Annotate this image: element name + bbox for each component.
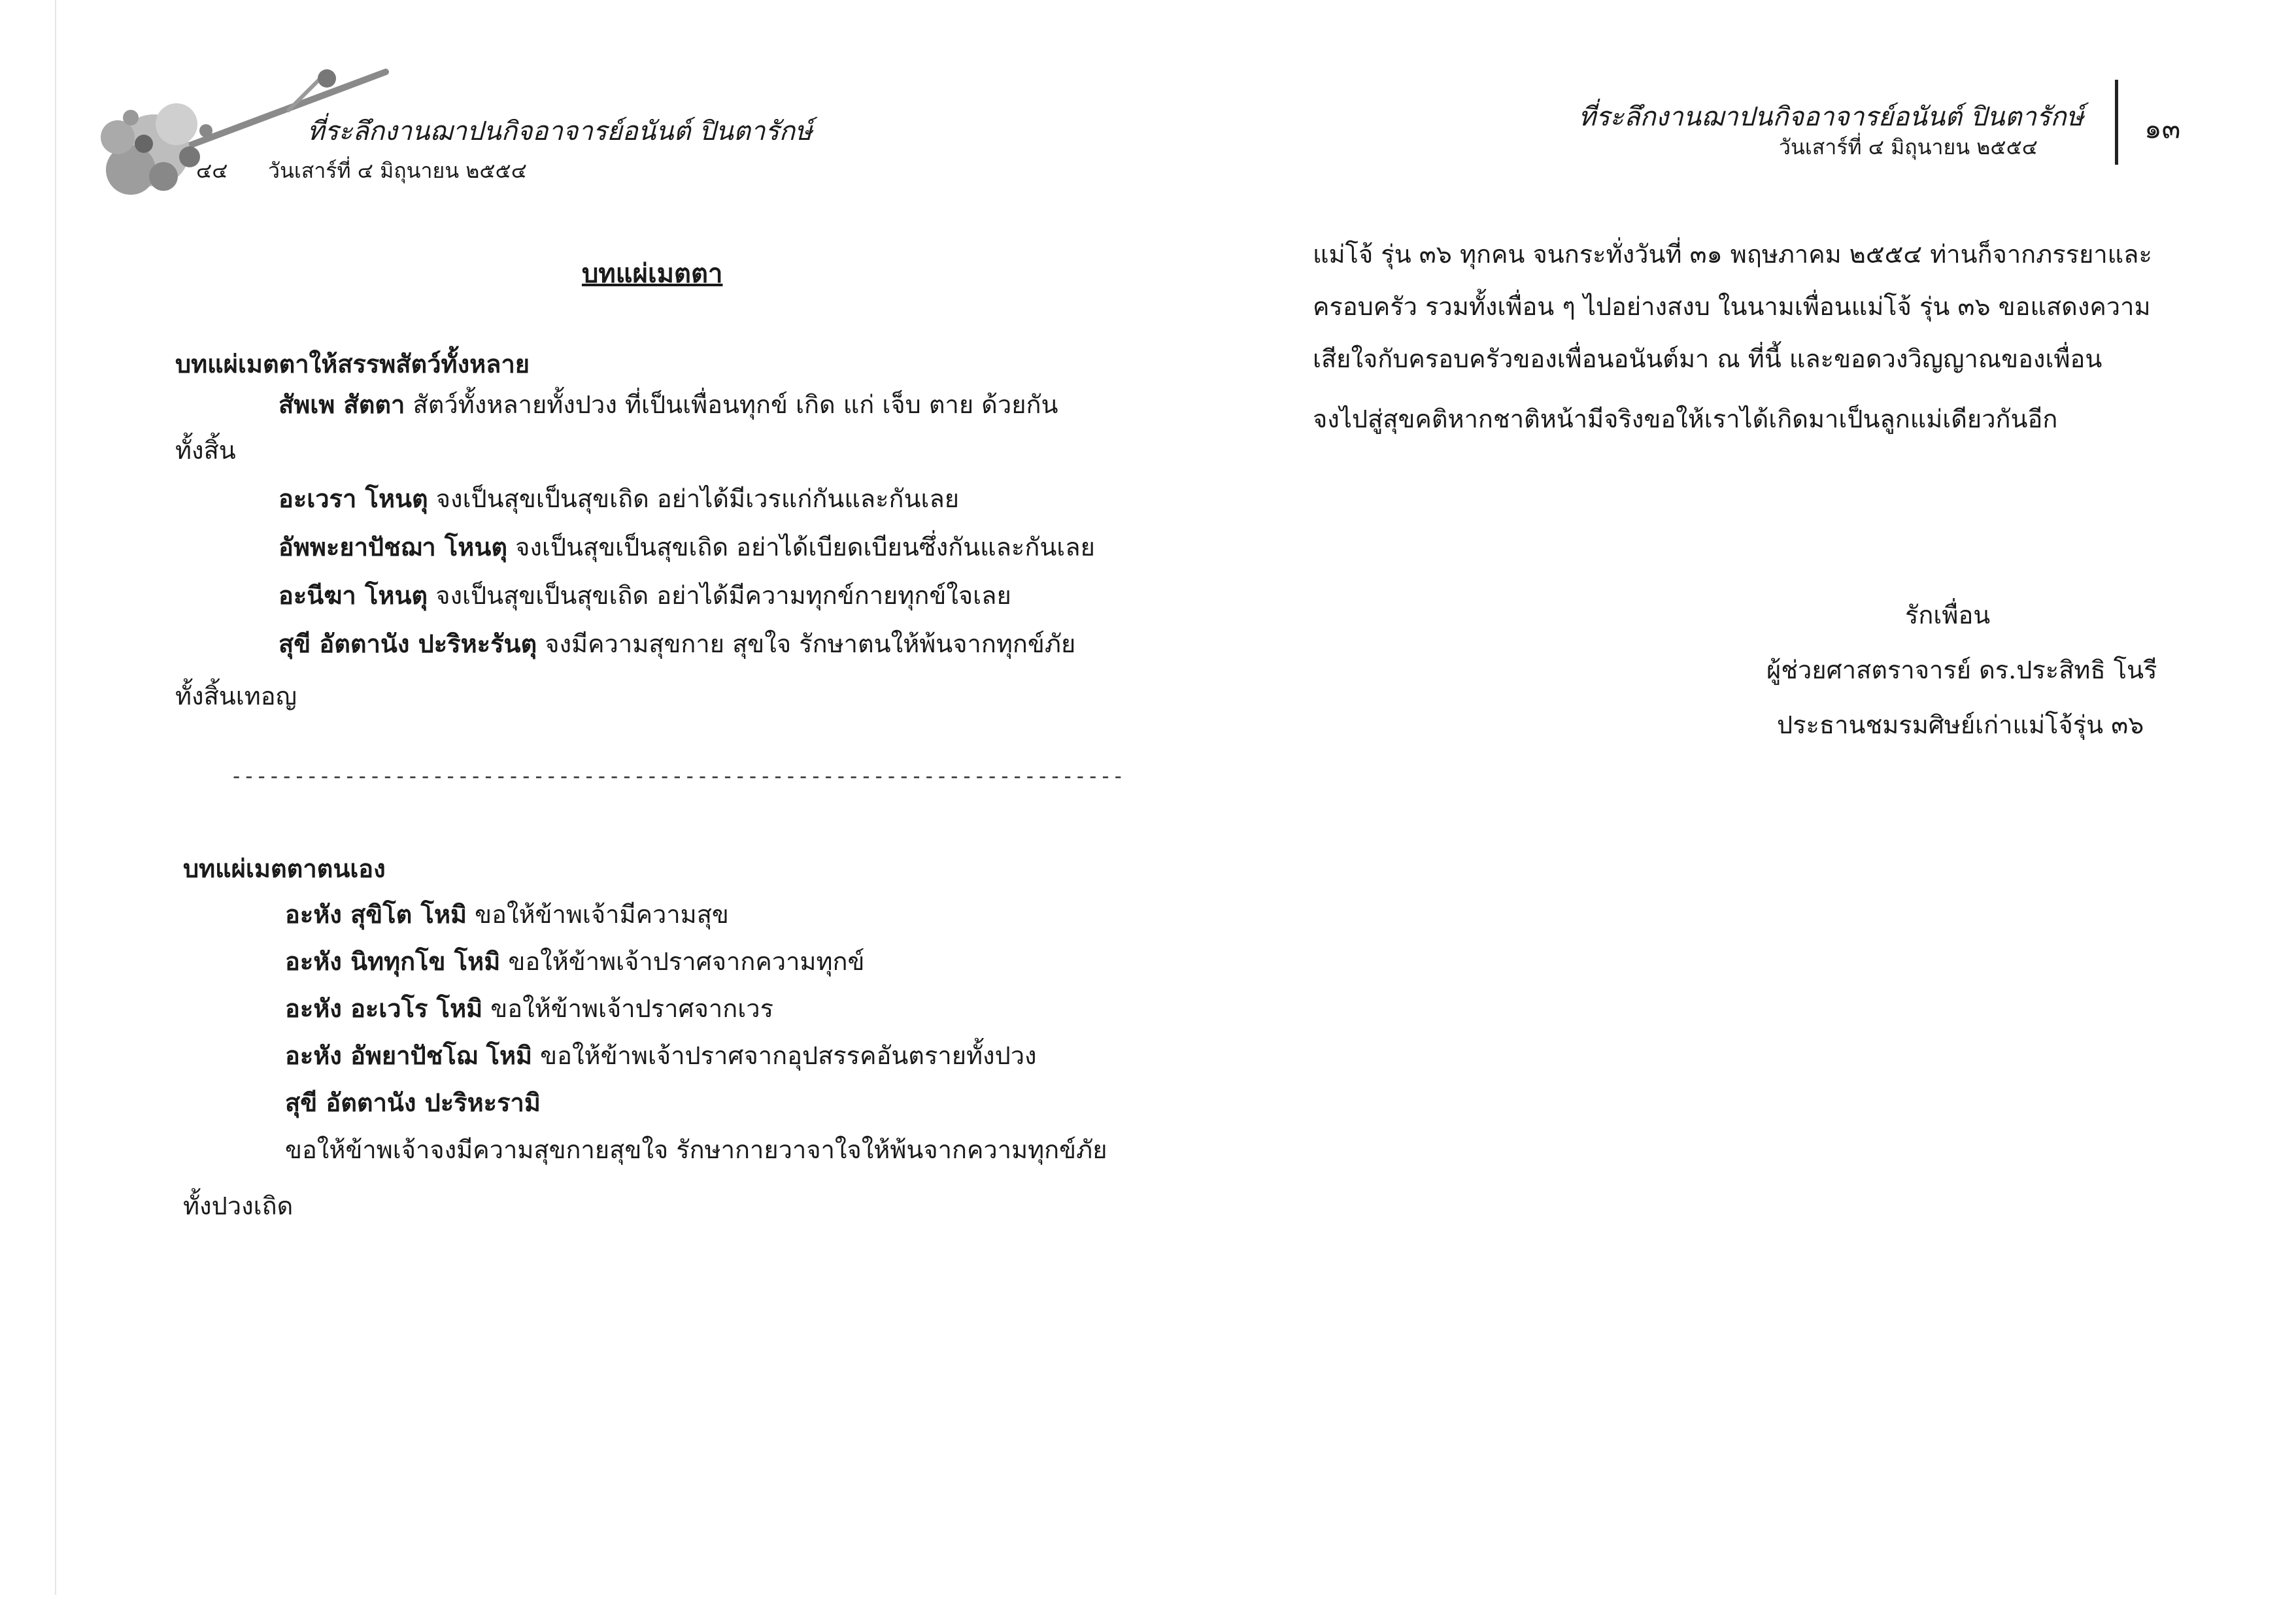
paragraph-line-4: จงไปสู่สุขคติหากชาติหน้ามีจริงขอให้เราได้เกิดมาเป็นลูกแม่เดียวกันอีก bbox=[1313, 405, 2058, 433]
thai-meaning: จงเป็นสุขเป็นสุขเถิด อย่าได้เบียดเบียนซึ่งกันและกันเลย bbox=[515, 533, 1095, 561]
thai-meaning: ขอให้ข้าพเจ้าปราศจากอุปสรรคอันตรายทั้งปวง bbox=[540, 1041, 1037, 1070]
pali-phrase: อะหัง สุขิโต โหมิ bbox=[285, 899, 467, 929]
section2-line-1 bbox=[285, 899, 729, 929]
left-header-title: ที่ระลึกงานฌาปนกิจอาจารย์อนันต์ ปินตารักษ์ bbox=[307, 116, 813, 146]
pali-phrase: สัพเพ สัตตา bbox=[279, 390, 405, 419]
thai-meaning: ขอให้ข้าพเจ้าปราศจากเวร bbox=[490, 994, 773, 1023]
scan-edge-line bbox=[55, 0, 56, 1595]
right-header-date: วันเสาร์ที่ ๔ มิถุนายน ๒๕๕๔ bbox=[1779, 135, 2038, 159]
thai-meaning: สัตว์ทั้งหลายทั้งปวง ที่เป็นเพื่อนทุกข์ เกิด แก่ เจ็บ ตาย ด้วยกัน bbox=[413, 390, 1058, 419]
pali-phrase: อะหัง อัพยาปัชโฌ โหมิ bbox=[285, 1041, 533, 1070]
page-heading: บทแผ่เมตตา bbox=[582, 258, 723, 289]
pali-phrase: อะนีฆา โหนตุ bbox=[279, 580, 428, 610]
section2-line-5 bbox=[285, 1090, 541, 1115]
thai-meaning: ทั้งสิ้นเทอญ bbox=[175, 682, 297, 710]
section1-title: บทแผ่เมตตาให้สรรพสัตว์ทั้งหลาย bbox=[175, 349, 530, 378]
thai-meaning: จงมีความสุขกาย สุขใจ รักษาตนให้พ้นจากทุกข์ภัย bbox=[545, 629, 1076, 658]
section2-line-4 bbox=[285, 1043, 1037, 1068]
thai-meaning: ทั้งสิ้น bbox=[175, 436, 236, 465]
thai-meaning: ขอให้ข้าพเจ้ามีความสุข bbox=[475, 900, 729, 929]
thai-meaning: จงเป็นสุขเป็นสุขเถิด อย่าได้มีเวรแก่กันและกันเลย bbox=[435, 484, 960, 513]
section2-line-3 bbox=[285, 996, 773, 1021]
signature-position: ประธานชมรมศิษย์เก่าแม่โจ้รุ่น ๓๖ bbox=[1777, 710, 2144, 739]
section1-line-4 bbox=[279, 532, 1095, 561]
paragraph-line-1: แม่โจ้ รุ่น ๓๖ ทุกคน จนกระทั่งวันที่ ๓๑ พฤษภาคม ๒๕๕๔ ท่านก็จากภรรยาและ bbox=[1313, 240, 2152, 269]
thai-meaning: ขอให้ข้าพเจ้าจงมีความสุขกายสุขใจ รักษากายวาจาใจให้พ้นจากความทุกข์ภัย bbox=[285, 1135, 1107, 1164]
pali-phrase: สุขี อัตตานัง ปะริหะรามิ bbox=[285, 1088, 541, 1117]
section1-line-1 bbox=[279, 392, 1058, 417]
section1-line-3 bbox=[279, 486, 959, 511]
section2-line-7 bbox=[183, 1194, 293, 1218]
header-divider bbox=[2115, 80, 2118, 165]
section2-line-6 bbox=[285, 1137, 1107, 1162]
left-page-number: ๔๔ bbox=[196, 158, 228, 183]
section1-line-2 bbox=[175, 438, 236, 463]
pali-phrase: สุขี อัตตานัง ปะริหะรันตุ bbox=[279, 629, 537, 658]
right-page-number: ๑๓ bbox=[2144, 112, 2181, 144]
section1-line-7 bbox=[175, 684, 297, 709]
thai-meaning: จงเป็นสุขเป็นสุขเถิด อย่าได้มีความทุกข์กายทุกข์ใจเลย bbox=[435, 581, 1011, 610]
thai-meaning: ทั้งปวงเถิด bbox=[183, 1192, 294, 1220]
left-header-date: วันเสาร์ที่ ๔ มิถุนายน ๒๕๕๔ bbox=[268, 158, 527, 183]
section-divider: ----------------------------------------------------------------------- bbox=[230, 763, 1124, 788]
pali-phrase: อะหัง อะเวโร โหมิ bbox=[285, 994, 483, 1023]
section1-line-6 bbox=[279, 631, 1075, 656]
signature-closing: รักเพื่อน bbox=[1905, 601, 1991, 629]
right-header-title: ที่ระลึกงานฌาปนกิจอาจารย์อนันต์ ปินตารักษ์ bbox=[1578, 102, 2084, 132]
section2-line-2 bbox=[285, 946, 865, 976]
section2-title: บทแผ่เมตตาตนเอง bbox=[183, 854, 386, 883]
pali-phrase: อัพพะยาปัชฌา โหนตุ bbox=[279, 532, 507, 561]
pali-phrase: อะเวรา โหนตุ bbox=[279, 484, 428, 513]
section1-line-5 bbox=[279, 580, 1011, 610]
pali-phrase: อะหัง นิททุกโข โหมิ bbox=[285, 946, 501, 976]
paragraph-line-3: เสียใจกับครอบครัวของเพื่อนอนันต์มา ณ ที่นี้ และขอดวงวิญญาณของเพื่อน bbox=[1313, 344, 2102, 373]
signature-name: ผู้ช่วยศาสตราจารย์ ดร.ประสิทธิ โนรี bbox=[1766, 656, 2157, 684]
thai-meaning: ขอให้ข้าพเจ้าปราศจากความทุกข์ bbox=[508, 947, 865, 976]
paragraph-line-2: ครอบครัว รวมทั้งเพื่อน ๆ ไปอย่างสงบ ในนามเพื่อนแม่โจ้ รุ่น ๓๖ ขอแสดงความ bbox=[1313, 292, 2151, 321]
